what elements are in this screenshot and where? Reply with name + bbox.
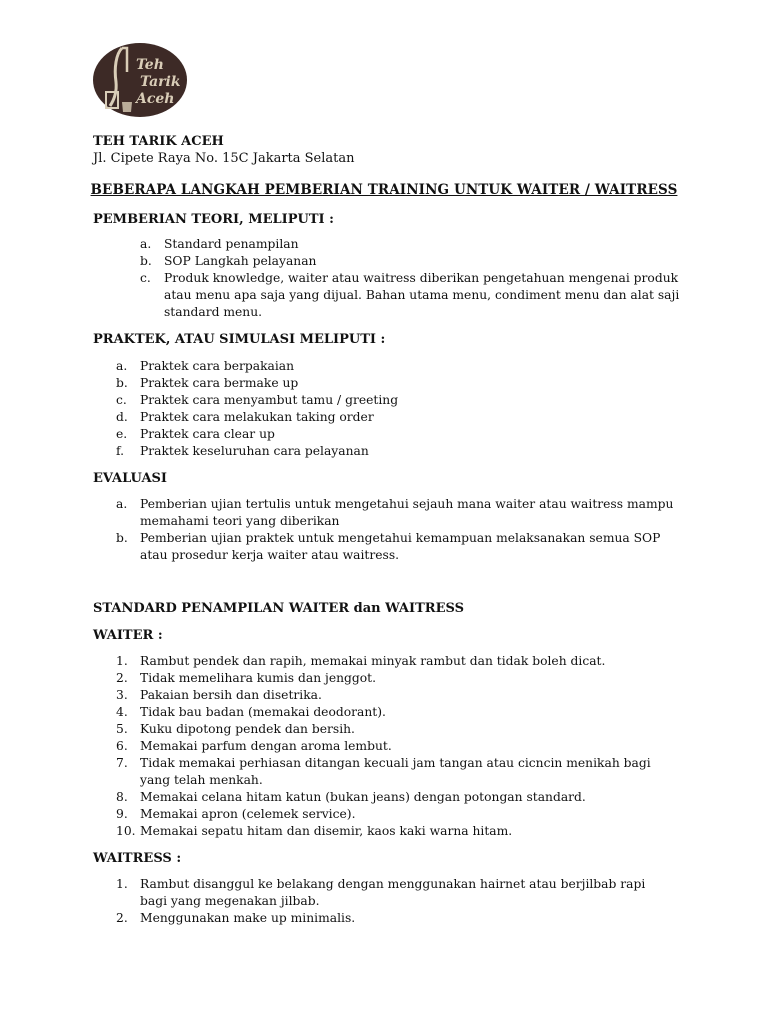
list-item-text: Kuku dipotong pendek dan bersih. [140, 722, 355, 736]
logo-text-tarik: Tarik [140, 74, 181, 90]
list-item [116, 755, 676, 789]
list-item-text: Rambut disanggul ke belakang dengan menggunakan hairnet atau berjilbab rapi bagi yang megenakan jilbab. [140, 877, 646, 908]
teh-tarik-aceh-logo [92, 42, 188, 118]
list-item-marker: c. [116, 393, 127, 407]
list-item-text: Pemberian ujian tertulis untuk mengetahui sejauh mana waiter atau waitress mampu memahami teori yang diberikan [140, 497, 674, 528]
list-item-text: Tidak bau badan (memakai deodorant). [140, 705, 386, 719]
list-item-marker: b. [140, 254, 152, 268]
list-item [116, 530, 676, 564]
list-item [116, 823, 676, 840]
list-item [116, 392, 676, 409]
list-item-marker: b. [116, 376, 128, 390]
list-item [116, 358, 676, 375]
company-name: TEH TARIK ACEH [93, 134, 224, 149]
list-item-text: Praktek cara clear up [140, 427, 275, 441]
standard-heading: STANDARD PENAMPILAN WAITER dan WAITRESS [93, 601, 464, 616]
list-item-marker: 9. [116, 807, 128, 821]
list-item-text: Praktek cara berpakaian [140, 359, 295, 373]
list-item-marker: 10. [116, 824, 136, 838]
list-item [116, 426, 676, 443]
list-item [116, 409, 676, 426]
list-item-marker: d. [116, 410, 128, 424]
list-item-marker: 3. [116, 688, 128, 702]
list-item [140, 253, 680, 270]
list-item [116, 789, 676, 806]
list-item-text: Produk knowledge, waiter atau waitress diberikan pengetahuan mengenai produk atau menu apa saja yang dijual. Bahan utama menu, condiment menu dan alat saji standard menu. [164, 271, 680, 319]
list-item-marker: 1. [116, 877, 128, 891]
list-item-text: Memakai parfum dengan aroma lembut. [140, 739, 392, 753]
list-item [116, 375, 676, 392]
list-item-marker: e. [116, 427, 128, 441]
list-item-text: SOP Langkah pelayanan [164, 254, 317, 268]
section-heading-praktek: PRAKTEK, ATAU SIMULASI MELIPUTI : [93, 332, 386, 347]
company-address: Jl. Cipete Raya No. 15C Jakarta Selatan [93, 151, 355, 166]
logo-text-teh: Teh [136, 57, 164, 73]
list-item-marker: 1. [116, 654, 128, 668]
list-item-text: Memakai apron (celemek service). [140, 807, 356, 821]
teori-list [140, 236, 680, 321]
list-item-text: Memakai sepatu hitam dan disemir, kaos kaki warna hitam. [140, 824, 513, 838]
list-item-text: Menggunakan make up minimalis. [140, 911, 356, 925]
section-heading-waitress: WAITRESS : [93, 851, 182, 866]
list-item [116, 670, 676, 687]
section-heading-teori: PEMBERIAN TEORI, MELIPUTI : [93, 212, 334, 227]
logo-text-aceh: Aceh [136, 91, 175, 107]
list-item-marker: f. [116, 444, 125, 458]
evaluasi-list [116, 496, 676, 564]
section-heading-waiter: WAITER : [93, 628, 163, 643]
list-item-marker: 6. [116, 739, 128, 753]
list-item-text: Pakaian bersih dan disetrika. [140, 688, 322, 702]
list-item [140, 270, 680, 321]
list-item-text: Praktek keseluruhan cara pelayanan [140, 444, 369, 458]
list-item [116, 653, 676, 670]
list-item-text: Pemberian ujian praktek untuk mengetahui kemampuan melaksanakan semua SOP atau prosedur kerja waiter atau waitress. [140, 531, 661, 562]
list-item-marker: 5. [116, 722, 128, 736]
list-item [116, 496, 676, 530]
list-item [116, 443, 676, 460]
list-item-text: Rambut pendek dan rapih, memakai minyak rambut dan tidak boleh dicat. [140, 654, 606, 668]
list-item [116, 738, 676, 755]
list-item-marker: a. [116, 359, 128, 373]
list-item-marker: 4. [116, 705, 128, 719]
list-item-marker: a. [116, 497, 128, 511]
list-item-marker: 8. [116, 790, 128, 804]
list-item [116, 876, 676, 910]
list-item [116, 806, 676, 823]
waiter-list [116, 653, 676, 840]
list-item [116, 704, 676, 721]
list-item [116, 910, 676, 927]
list-item-text: Praktek cara melakukan taking order [140, 410, 374, 424]
waitress-list [116, 876, 676, 927]
list-item-text: Memakai celana hitam katun (bukan jeans) dengan potongan standard. [140, 790, 586, 804]
list-item-text: Praktek cara bermake up [140, 376, 299, 390]
list-item-marker: 2. [116, 671, 128, 685]
list-item-marker: b. [116, 531, 128, 545]
list-item-text: Tidak memelihara kumis dan jenggot. [140, 671, 377, 685]
document-title: BEBERAPA LANGKAH PEMBERIAN TRAINING UNTUK WAITER / WAITRESS [90, 182, 678, 198]
list-item [116, 687, 676, 704]
list-item-marker: 2. [116, 911, 128, 925]
list-item [140, 236, 680, 253]
list-item-text: Standard penampilan [164, 237, 299, 251]
section-heading-evaluasi: EVALUASI [93, 471, 167, 486]
list-item-marker: c. [140, 271, 151, 285]
list-item-marker: 7. [116, 756, 128, 770]
list-item-text: Tidak memakai perhiasan ditangan kecuali jam tangan atau cicncin menikah bagi yang telah menkah. [140, 756, 651, 787]
list-item [116, 721, 676, 738]
list-item-text: Praktek cara menyambut tamu / greeting [140, 393, 399, 407]
praktek-list [116, 358, 676, 460]
list-item-marker: a. [140, 237, 152, 251]
